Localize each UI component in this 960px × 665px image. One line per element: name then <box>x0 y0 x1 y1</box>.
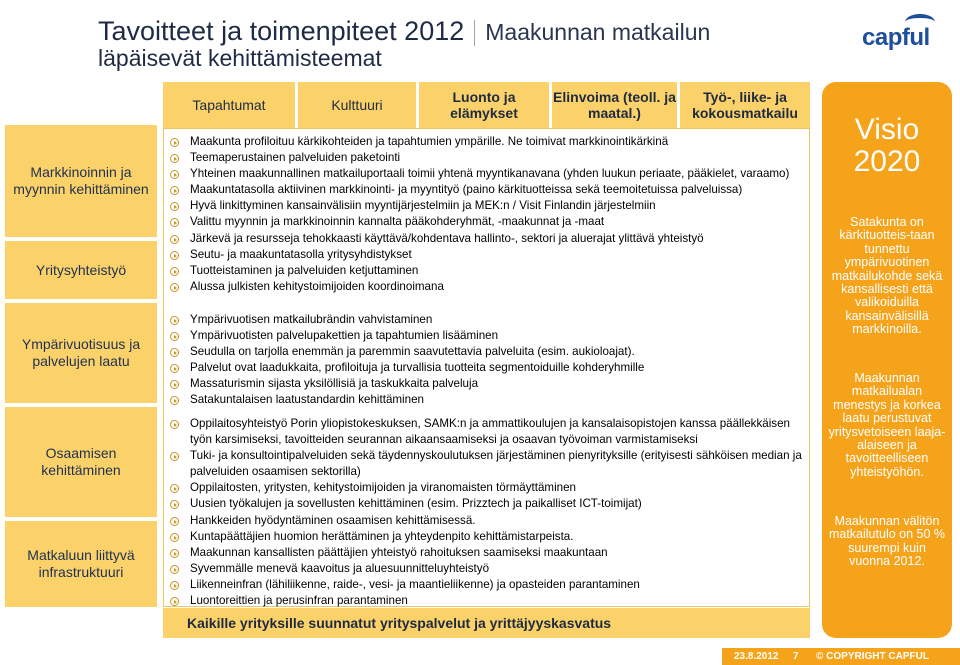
list-item <box>168 360 808 376</box>
list-item <box>168 376 808 392</box>
list-item-text: Ympärivuotisen matkailubrändin vahvistaminen <box>190 313 433 326</box>
bullet-arrow-icon <box>170 364 179 373</box>
list-item <box>168 545 808 561</box>
list-item <box>168 134 808 150</box>
theme-cooperation: Yritysyhteistyö <box>35 261 127 278</box>
bullet-arrow-icon <box>170 267 179 276</box>
bullet-arrow-icon <box>170 202 179 211</box>
bullet-arrow-icon <box>170 138 179 147</box>
list-item-text: Oppilaitosyhteistyö Porin yliopistokeskuksen, SAMK:n ja ammattikoulujen ja kansalaisopistojen kanssa päällekkäisen työn karsimiseksi, tavoitteiden seurannan aikaansaamiseksi ja osaavan työvoiman varmistamiseksi <box>190 417 790 447</box>
footer-copyright: © COPYRIGHT CAPFUL <box>816 651 929 662</box>
bullet-arrow-icon <box>170 533 179 542</box>
vision-title: Visio 2020 <box>853 113 921 178</box>
list-item <box>168 231 808 247</box>
slide-title <box>98 16 710 47</box>
list-item-text: Luontoreittien ja perusinfran parantaminen <box>190 594 408 608</box>
list-item-text: Hankkeiden hyödyntäminen osaamisen kehittämisessä. <box>190 513 476 527</box>
footer-page-number: 7 <box>793 651 799 662</box>
list-item <box>168 496 808 512</box>
list-item <box>168 448 808 480</box>
theme-quality: Ympärivuotisuus ja palvelujen laatu <box>21 336 141 369</box>
slide-subtitle: läpäisevät kehittämisteemat <box>98 45 382 71</box>
list-item-text: Valittu myynnin ja markkinoinnin kannalta pääkohderyhmät, -maakunnat ja -maat <box>190 215 605 229</box>
list-item <box>168 214 808 230</box>
list-item-text: Maakunta profiloituu kärkikohteiden ja tapahtumien ympärille. Ne toimivat markkinointikärkinä <box>190 135 669 148</box>
list-item <box>168 529 808 545</box>
list-item-text: Tuki- ja konsultointipalveluiden sekä täydennyskoulutuksen järjestäminen pienyrityksille (erityisesti sähköisen median ja palveluiden osaamisen sektorilla) <box>190 449 802 479</box>
bullet-arrow-icon <box>170 396 179 405</box>
bullet-arrow-icon <box>170 484 179 493</box>
list-item <box>168 513 808 529</box>
bullet-arrow-icon <box>170 348 179 357</box>
bullet-arrow-icon <box>170 251 179 260</box>
list-item-text: Kuntapäättäjien huomion herättäminen ja yhteydenpito kehittämistarpeista. <box>190 530 574 543</box>
list-item <box>168 312 808 328</box>
list-item <box>168 150 808 166</box>
capful-logo: capful <box>862 24 930 51</box>
category-tabs <box>163 82 810 128</box>
list-item <box>168 577 808 593</box>
services-band: Kaikille yrityksille suunnatut yrityspalvelut ja yrittäjyyskasvatus <box>163 608 810 638</box>
list-item-text: Yhteinen maakunnallinen matkailuportaali toimii yhtenä myyntikanavana (yhden luukun periaate, pääkielet, varaamo) <box>190 167 790 181</box>
bullet-arrow-icon <box>170 452 179 461</box>
list-item-text: Syvemmälle menevä kaavoitus ja aluesuunnitteluyhteistyö <box>190 562 490 576</box>
actions-panel <box>163 128 810 607</box>
theme-competence: Osaamisen kehittäminen <box>41 445 121 478</box>
list-item <box>168 279 808 295</box>
slide-header <box>0 0 960 80</box>
list-item <box>168 344 808 360</box>
theme-column <box>5 125 157 607</box>
list-item-text: Maakuntatasolla aktiivinen markkinointi- ja myyntityö (paino kärkituotteissa sekä teemoitetuissa palveluissa) <box>190 183 743 197</box>
list-item <box>168 247 808 263</box>
list-item <box>168 416 808 448</box>
list-item <box>168 263 808 279</box>
list-item-text: Seutu- ja maakuntatasolla yritysyhdistykset <box>190 248 412 261</box>
list-item-text: Tuotteistaminen ja palveluiden ketjuttaminen <box>190 264 419 278</box>
bullets-competence <box>168 416 808 529</box>
list-item <box>168 182 808 198</box>
bullet-arrow-icon <box>170 517 179 526</box>
list-item-text: Oppilaitosten, yritysten, kehitystoimijoiden ja viranomaisten törmäyttäminen <box>190 481 576 495</box>
theme-marketing: Markkinoinnin ja myynnin kehittäminen <box>13 164 149 197</box>
bullet-arrow-icon <box>170 235 179 244</box>
list-item-text: Seudulla on tarjolla enemmän ja paremmin saavutettavia palveluita (esim. aukioloajat). <box>190 345 635 359</box>
bullet-arrow-icon <box>170 500 179 509</box>
bullet-arrow-icon <box>170 186 179 195</box>
tab-culture: Kulttuuri <box>331 97 383 113</box>
list-item-text: Hyvä linkittyminen kansainvälisiin myyntijärjestelmiin ja MEK:n / Visit Finlandin järjestelmiin <box>190 199 656 213</box>
vision-text-2: Maakunnan matkailualan menestys ja korkea laatu perustuvat yritysvetoiseen laaja-alaiseen ja tavoitteelliseen yhteistyöhön. <box>828 371 946 479</box>
tab-events: Tapahtumat <box>192 97 266 113</box>
bullet-arrow-icon <box>170 581 179 590</box>
list-item <box>168 328 808 344</box>
tab-nature: Luonto ja elämykset <box>450 89 518 121</box>
list-item-text: Teemaperustainen palveluiden paketointi <box>190 151 401 165</box>
bullet-arrow-icon <box>170 380 179 389</box>
vision-text-3: Maakunnan välitön matkailutulo on 50 % suurempi kuin vuonna 2012. <box>828 514 946 569</box>
list-item-text: Satakuntalaisen laatustandardin kehittäminen <box>190 393 424 407</box>
vision-text-1: Satakunta on kärkituotteis-taan tunnettu ympärivuotinen matkailukohde sekä kansallisesti että valikoiduilla kansainvälisillä markkinoilla. <box>831 215 943 337</box>
bullet-arrow-icon <box>170 565 179 574</box>
list-item-text: Maakunnan kansallisten päättäjien yhteistyö rahoituksen saamiseksi maakuntaan <box>190 546 608 560</box>
title-separator <box>474 20 475 46</box>
list-item-text: Alussa julkisten kehitystoimijoiden koordinoimana <box>190 280 444 294</box>
title-text: Tavoitteet ja toimenpiteet 2012 <box>98 16 465 46</box>
vision-panel <box>822 82 952 638</box>
bullet-arrow-icon <box>170 549 179 558</box>
bullets-marketing <box>168 134 808 247</box>
bullet-arrow-icon <box>170 597 179 606</box>
footer-bar <box>722 648 960 665</box>
bullet-arrow-icon <box>170 154 179 163</box>
bullets-cooperation <box>168 247 808 295</box>
list-item <box>168 561 808 577</box>
title-region: Maakunnan matkailun <box>485 19 711 45</box>
bullets-quality <box>168 312 808 409</box>
list-item-text: Ympärivuotisten palvelupakettien ja tapahtumien lisääminen <box>190 329 499 343</box>
list-item-text: Palvelut ovat laadukkaita, profiloituja ja turvallisia tuotteita segmentoiduille kohderyhmille <box>190 361 645 375</box>
bullet-arrow-icon <box>170 218 179 227</box>
theme-infrastructure: Matkaluun liittyvä infrastruktuuri <box>27 547 135 580</box>
bullet-arrow-icon <box>170 316 179 325</box>
list-item <box>168 166 808 182</box>
bullet-arrow-icon <box>170 332 179 341</box>
tab-business-travel: Työ-, liike- ja kokousmatkailu <box>692 89 798 121</box>
bullet-arrow-icon <box>170 420 179 429</box>
list-item <box>168 198 808 214</box>
footer-date: 23.8.2012 <box>734 651 779 662</box>
list-item-text: Järkevä ja resursseja tehokkaasti käyttävä/kohdentava hallinto-, sektori ja aluerajat ylittävä yhteistyö <box>190 231 704 245</box>
list-item-text: Massaturismin sijasta yksilöllisiä ja taskukkaita palveluja <box>190 377 479 391</box>
bullets-infrastructure <box>168 529 808 609</box>
list-item <box>168 480 808 496</box>
list-item-text: Uusien työkalujen ja sovellusten kehittäminen (esim. Prizztech ja paikalliset ICT-toimijat) <box>190 497 642 511</box>
list-item-text: Liikenneinfran (lähiliikenne, raide-, vesi- ja maantieliikenne) ja opasteiden parantaminen <box>190 578 640 592</box>
bullet-arrow-icon <box>170 283 179 292</box>
tab-industry: Elinvoima (teoll. ja maatal.) <box>553 89 676 121</box>
list-item <box>168 392 808 408</box>
bullet-arrow-icon <box>170 170 179 179</box>
